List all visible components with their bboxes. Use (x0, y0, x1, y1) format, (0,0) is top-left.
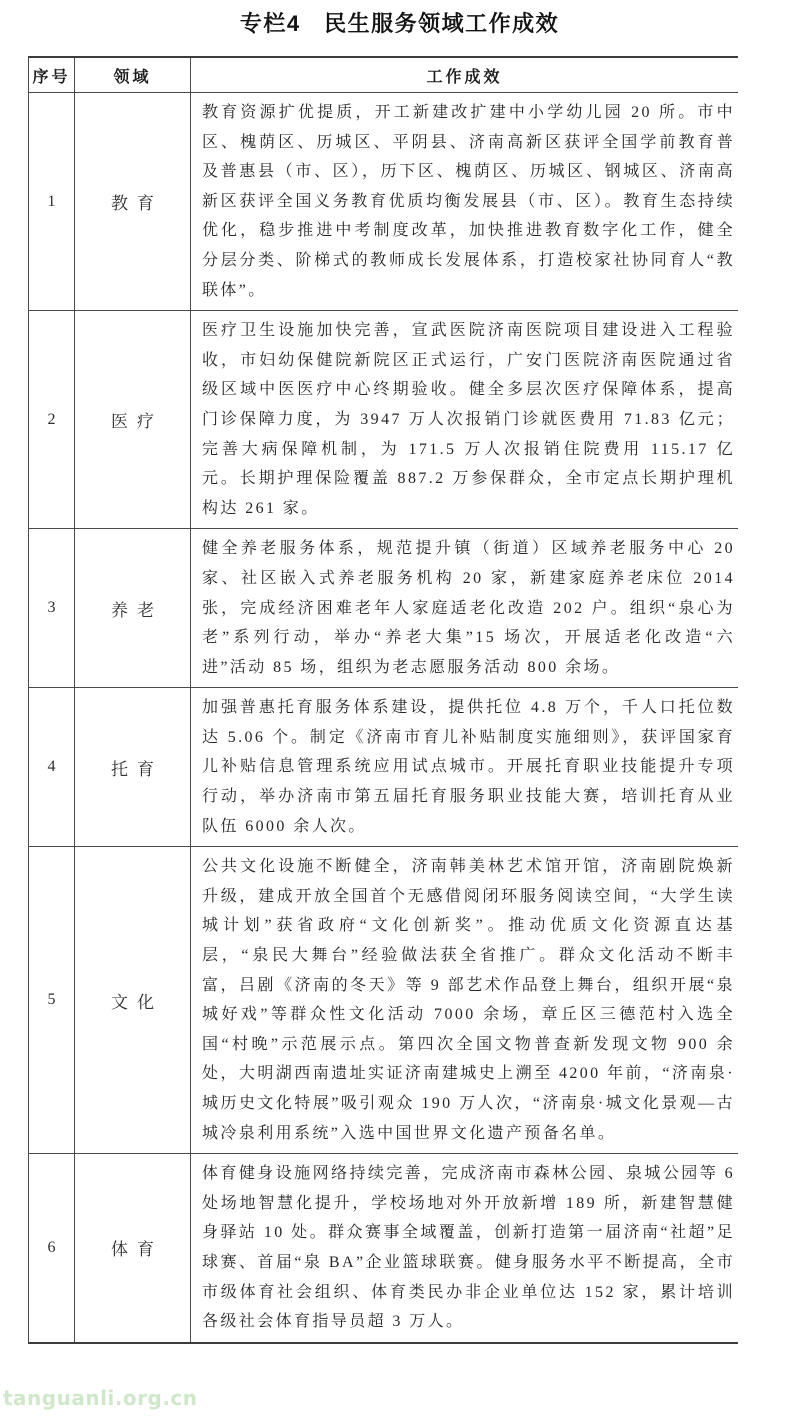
header-cell-achievement: 工作成效 (426, 68, 503, 86)
row-field: 托育 (75, 688, 191, 846)
row-achievement: 加强普惠托育服务体系建设，提供托位 4.8 万个，千人口托位数达 5.06 个。制定《济南市育儿补贴制度实施细则》，获评国家育儿补贴信息管理系统应用试点城市。开展托育职业技能提升专项行动，举办济南市第五届托育服务职业技能大赛，培训托育从业队伍 6000 余人次。 (202, 699, 735, 835)
table-row-elderly-care (29, 529, 738, 688)
row-index: 5 (29, 847, 75, 1153)
row-achievement: 体育健身设施网络持续完善，完成济南市森林公园、泉城公园等 6 处场地智慧化提升，学校场地对外开放新增 189 所，新建智慧健身驿站 10 处。群众赛事全域覆盖，创新打造第一届济南“社超”足球赛、首届“泉 BA”企业篮球联赛。健身服务水平不断提高，全市市级体育社会组织、体育类民办非企业单位达 152 家，累计培训各级社会体育指导员超 3 万人。 (202, 1165, 735, 1331)
row-achievement: 教育资源扩优提质，开工新建改扩建中小学幼儿园 20 所。市中区、槐荫区、历城区、平阴县、济南高新区获评全国学前教育普及普惠县（市、区），历下区、槐荫区、历城区、钢城区、济南高新区获评全国义务教育优质均衡发展县（市、区）。教育生态持续优化，稳步推进中考制度改革，加快推进教育数字化工作，健全分层分类、阶梯式的教师成长发展体系，打造校家社协同育人“教联体”。 (202, 104, 735, 299)
row-index: 6 (29, 1154, 75, 1342)
row-field: 教育 (75, 93, 191, 310)
header-cell-field: 领域 (75, 58, 191, 92)
row-field: 医疗 (75, 311, 191, 528)
table-row-culture (29, 847, 738, 1154)
row-index: 2 (29, 311, 75, 528)
watermark: tanguanli.org.cn (3, 1386, 198, 1410)
row-achievement: 健全养老服务体系，规范提升镇（街道）区域养老服务中心 20 家、社区嵌入式养老服务机构 20 家，新建家庭养老床位 2014 张，完成经济困难老年人家庭适老化改造 202 户。组织“泉心为老”系列行动，举办“养老大集”15 场次，开展适老化改造“六进”活动 85 场，组织为老志愿服务活动 800 余场。 (202, 540, 735, 676)
table-header-row (29, 58, 738, 93)
row-index: 4 (29, 688, 75, 846)
row-achievement: 公共文化设施不断健全，济南韩美林艺术馆开馆，济南剧院焕新升级，建成开放全国首个无感借阅闭环服务阅读空间，“大学生读城计划”获省政府“文化创新奖”。推动优质文化资源直达基层，“泉民大舞台”经验做法获全省推广。群众文化活动不断丰富，吕剧《济南的冬天》等 9 部艺术作品登上舞台，组织开展“泉城好戏”等群众性文化活动 7000 余场，章丘区三德范村入选全国“村晚”示范展示点。第四次全国文物普查新发现文物 900 余处，大明湖西南遗址实证济南建城史上溯至 4200 年前，“济南泉·城历史文化特展”吸引观众 190 万人次，“济南泉·城文化景观—古城冷泉利用系统”入选中国世界文化遗产预备名单。 (202, 858, 735, 1142)
achievements-table (28, 56, 738, 1344)
row-field: 养老 (75, 529, 191, 687)
table-row-sports (29, 1154, 738, 1342)
row-field: 体育 (75, 1154, 191, 1342)
page-title: 专栏4 民生服务领域工作成效 (239, 11, 560, 36)
row-index: 1 (29, 93, 75, 310)
row-index: 3 (29, 529, 75, 687)
table-row-education (29, 93, 738, 311)
row-field: 文化 (75, 847, 191, 1153)
table-row-medical (29, 311, 738, 529)
row-achievement: 医疗卫生设施加快完善，宣武医院济南医院项目建设进入工程验收，市妇幼保健院新院区正式运行，广安门医院济南医院通过省级区域中医医疗中心终期验收。健全多层次医疗保障体系，提高门诊保障力度，为 3947 万人次报销门诊就医费用 71.83 亿元；完善大病保障机制，为 171.5 万人次报销住院费用 115.17 亿元。长期护理保险覆盖 887.2 万参保群众，全市定点长期护理机构达 261 家。 (202, 322, 735, 517)
table-row-childcare (29, 688, 738, 847)
header-cell-index: 序号 (29, 58, 75, 92)
